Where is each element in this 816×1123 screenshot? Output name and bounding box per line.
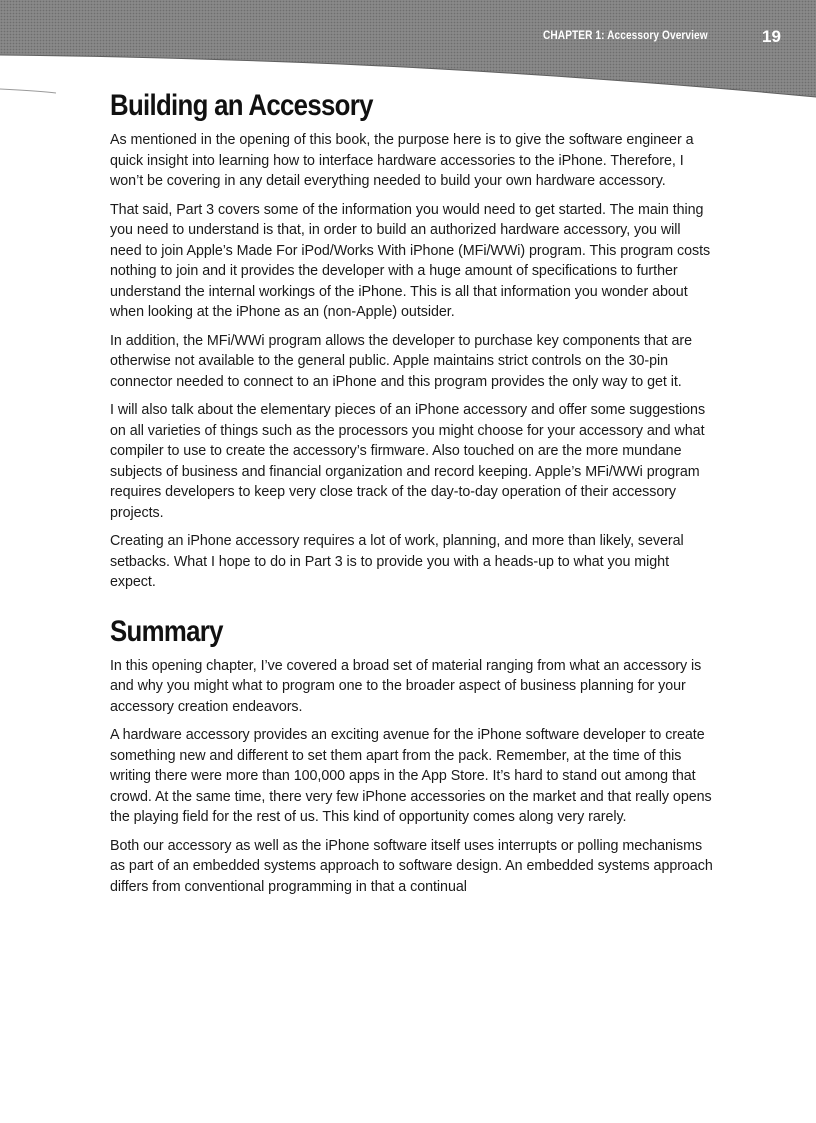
paragraph: A hardware accessory provides an exciting avenue for the iPhone software developer to create something new and different to set them apart from the pack. Remember, at the time of this writing there were more than 100,000 apps in the App Store. It’s hard to stand out among that crowd. At the same time, there very few iPhone accessories on the market and that really opens the playing field for the rest of us. This kind of opportunity comes along very rarely.	[110, 727, 712, 825]
paragraph: Both our accessory as well as the iPhone software itself uses interrupts or polling mechanisms as part of an embedded systems approach to software design. An embedded systems approach differs from conventional programming in that a continual	[110, 837, 713, 895]
paragraph: I will also talk about the elementary pieces of an iPhone accessory and offer some suggestions on all varieties of things such as the processors you might choose for your accessory and what compiler to use to create the accessory’s firmware. Also touched on are the more mundane subjects of business and financial organization and record keeping. Apple’s MFi/WWi program requires developers to keep very close track of the day-to-day operation of their accessory projects.	[110, 402, 706, 521]
section-heading-building: Building an Accessory	[110, 89, 373, 122]
paragraph: That said, Part 3 covers some of the information you would need to get started. The main thing you need to understand is that, in order to build an authorized hardware accessory, you will need to join Apple’s Made For iPod/Works With iPhone (MFi/WWi) program. This program costs nothing to join and it provides the developer with a huge amount of specifications to further understand the internal workings of the iPhone. This is all that information you wonder about when looking at the iPhone as an (non-Apple) outsider.	[110, 201, 711, 320]
page-number: 19	[762, 27, 781, 46]
paragraph: As mentioned in the opening of this book, the purpose here is to give the software engineer a quick insight into learning how to interface hardware accessories to the iPhone. Therefore, I won’t be covering in any detail everything needed to build your own hardware accessory.	[110, 132, 694, 189]
paragraph: In addition, the MFi/WWi program allows the developer to purchase key components that are otherwise not available to the general public. Apple maintains strict controls on the 30-pin connector needed to connect to an iPhone and this program provides the only way to get it.	[110, 332, 693, 390]
page-body	[110, 88, 714, 905]
chapter-header-band	[0, 0, 816, 100]
header-swoosh-graphic	[0, 0, 816, 100]
paragraph: Creating an iPhone accessory requires a lot of work, planning, and more than likely, several setbacks. What I hope to do in Part 3 is to provide you with a heads-up to what you might expect.	[110, 533, 684, 590]
running-head: CHAPTER 1: Accessory Overview	[543, 30, 708, 42]
paragraph: In this opening chapter, I’ve covered a broad set of material ranging from what an accessory is and why you might what to program one to the broader aspect of business planning for your accessory creation endeavors.	[110, 657, 702, 715]
section-heading-summary: Summary	[110, 614, 223, 648]
